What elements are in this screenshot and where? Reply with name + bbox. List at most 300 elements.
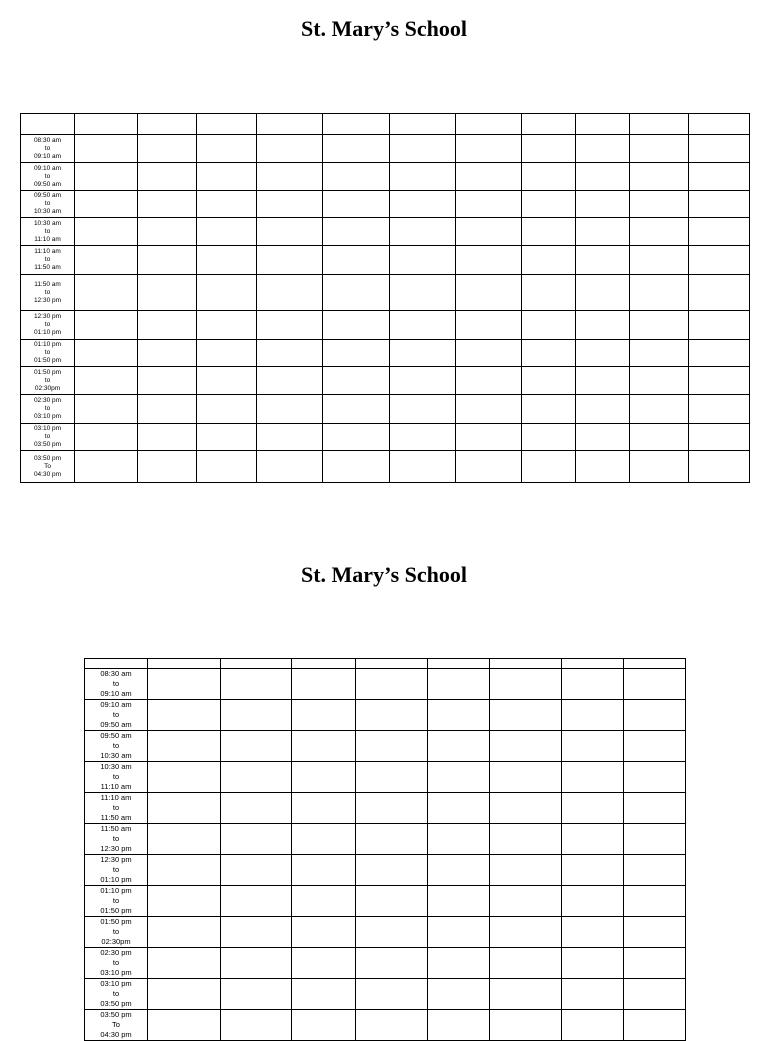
- time-slot-end: 03:10 pm: [100, 968, 132, 977]
- time-slot-sep: to: [112, 710, 120, 719]
- period-cell: [562, 700, 624, 731]
- period-cell: [630, 424, 689, 451]
- period-cell: [522, 246, 576, 275]
- header-cell: [689, 114, 750, 135]
- period-cell: [221, 1010, 292, 1041]
- table-row: [21, 191, 750, 218]
- time-slot-start: 03:10 pm: [100, 979, 132, 988]
- period-cell: [522, 451, 576, 483]
- period-cell: [522, 340, 576, 367]
- period-cell: [356, 948, 428, 979]
- time-slot-end: 12:30 pm: [100, 844, 132, 853]
- period-cell: [221, 855, 292, 886]
- period-cell: [148, 700, 221, 731]
- period-cell: [323, 340, 390, 367]
- time-slot-cell: [21, 135, 75, 163]
- period-cell: [428, 731, 490, 762]
- period-cell: [292, 948, 356, 979]
- period-cell: [562, 731, 624, 762]
- header-cell: [390, 114, 456, 135]
- time-slot-start: 02:30 pm: [33, 397, 62, 404]
- period-cell: [138, 424, 197, 451]
- table-row: [85, 1010, 686, 1041]
- table-row: [21, 135, 750, 163]
- table-row: [85, 824, 686, 855]
- time-slot-sep: to: [44, 433, 51, 440]
- time-slot-end: 12:30 pm: [33, 296, 62, 304]
- header-row: [21, 114, 750, 135]
- header-cell: [257, 114, 323, 135]
- table-row: [85, 917, 686, 948]
- period-cell: [428, 793, 490, 824]
- period-cell: [323, 424, 390, 451]
- header-cell: [292, 659, 356, 669]
- period-cell: [138, 275, 197, 311]
- period-cell: [522, 135, 576, 163]
- time-slot-cell: [21, 246, 75, 275]
- period-cell: [456, 163, 522, 191]
- period-cell: [428, 700, 490, 731]
- period-cell: [197, 218, 257, 246]
- time-slot-sep: to: [112, 865, 120, 874]
- period-cell: [576, 340, 630, 367]
- period-cell: [148, 979, 221, 1010]
- period-cell: [630, 367, 689, 395]
- period-cell: [428, 824, 490, 855]
- time-slot-sep: to: [112, 927, 120, 936]
- period-cell: [522, 311, 576, 340]
- period-cell: [148, 948, 221, 979]
- period-cell: [390, 275, 456, 311]
- period-cell: [292, 669, 356, 700]
- time-slot-cell: [21, 367, 75, 395]
- period-cell: [148, 1010, 221, 1041]
- period-cell: [356, 700, 428, 731]
- period-cell: [576, 135, 630, 163]
- period-cell: [75, 367, 138, 395]
- period-cell: [197, 246, 257, 275]
- period-cell: [257, 367, 323, 395]
- period-cell: [75, 424, 138, 451]
- period-cell: [257, 340, 323, 367]
- period-cell: [356, 886, 428, 917]
- period-cell: [630, 218, 689, 246]
- time-slot-start: 11:50 am: [34, 280, 61, 288]
- period-cell: [257, 218, 323, 246]
- time-slot-start: 10:30 am: [100, 762, 132, 771]
- period-cell: [221, 886, 292, 917]
- period-cell: [356, 855, 428, 886]
- period-cell: [576, 163, 630, 191]
- time-slot-start: 01:50 pm: [33, 368, 62, 376]
- time-slot-cell: [85, 979, 148, 1010]
- period-cell: [428, 855, 490, 886]
- period-cell: [576, 395, 630, 424]
- time-slot-sep: to: [112, 896, 120, 905]
- time-slot-sep: to: [44, 288, 51, 296]
- period-cell: [624, 669, 686, 700]
- period-cell: [689, 395, 750, 424]
- time-slot-end: 03:50 pm: [33, 441, 62, 448]
- header-cell: [576, 114, 630, 135]
- period-cell: [630, 275, 689, 311]
- period-cell: [138, 367, 197, 395]
- period-cell: [490, 824, 562, 855]
- period-cell: [148, 669, 221, 700]
- header-cell: [562, 659, 624, 669]
- period-cell: [221, 917, 292, 948]
- time-slot-sep: to: [112, 679, 120, 688]
- period-cell: [456, 424, 522, 451]
- period-cell: [257, 275, 323, 311]
- time-slot-sep: to: [112, 989, 120, 998]
- time-slot-cell: [85, 700, 148, 731]
- period-cell: [390, 395, 456, 424]
- time-slot-end: 11:10 am: [100, 782, 132, 791]
- period-cell: [624, 948, 686, 979]
- time-slot-start: 03:50 pm: [100, 1010, 132, 1019]
- period-cell: [221, 948, 292, 979]
- header-row: [85, 659, 686, 669]
- period-cell: [576, 451, 630, 483]
- table-row: [85, 979, 686, 1010]
- time-slot-cell: [21, 191, 75, 218]
- period-cell: [428, 762, 490, 793]
- period-cell: [689, 424, 750, 451]
- page-title-2: St. Mary’s School: [300, 562, 467, 587]
- period-cell: [689, 311, 750, 340]
- period-cell: [630, 311, 689, 340]
- period-cell: [630, 451, 689, 483]
- time-slot-cell: [85, 824, 148, 855]
- period-cell: [221, 700, 292, 731]
- time-slot-start: 02:30 pm: [100, 948, 132, 957]
- period-cell: [576, 218, 630, 246]
- header-cell: [630, 114, 689, 135]
- time-slot-start: 09:50 am: [100, 731, 132, 740]
- period-cell: [390, 163, 456, 191]
- period-cell: [292, 979, 356, 1010]
- period-cell: [630, 135, 689, 163]
- table-row: [85, 669, 686, 700]
- time-slot-cell: [85, 948, 148, 979]
- time-slot-end: 09:10 am: [100, 689, 132, 698]
- period-cell: [490, 669, 562, 700]
- period-cell: [630, 163, 689, 191]
- header-cell: [75, 114, 138, 135]
- period-cell: [576, 367, 630, 395]
- time-slot-sep: To: [44, 462, 51, 470]
- period-cell: [197, 395, 257, 424]
- table-row: [85, 855, 686, 886]
- period-cell: [490, 948, 562, 979]
- period-cell: [624, 855, 686, 886]
- period-cell: [490, 1010, 562, 1041]
- time-slot-start: 03:10 pm: [33, 425, 62, 432]
- time-slot-end: 09:50 am: [33, 180, 62, 188]
- period-cell: [390, 191, 456, 218]
- period-cell: [138, 218, 197, 246]
- period-cell: [138, 451, 197, 483]
- period-cell: [576, 191, 630, 218]
- time-slot-sep: to: [44, 256, 51, 263]
- time-slot-cell: [21, 275, 75, 311]
- time-slot-start: 08:30 am: [33, 136, 62, 144]
- period-cell: [490, 700, 562, 731]
- time-slot-start: 01:10 pm: [100, 886, 132, 895]
- period-cell: [197, 340, 257, 367]
- period-cell: [428, 979, 490, 1010]
- period-cell: [624, 1010, 686, 1041]
- period-cell: [624, 824, 686, 855]
- period-cell: [522, 191, 576, 218]
- period-cell: [257, 395, 323, 424]
- period-cell: [490, 793, 562, 824]
- period-cell: [75, 340, 138, 367]
- period-cell: [456, 218, 522, 246]
- period-cell: [456, 246, 522, 275]
- time-slot-cell: [85, 1010, 148, 1041]
- period-cell: [323, 163, 390, 191]
- time-slot-end: 11:50 am: [100, 813, 132, 822]
- time-slot-end: 11:10 am: [34, 235, 61, 243]
- period-cell: [456, 191, 522, 218]
- period-cell: [356, 979, 428, 1010]
- period-cell: [456, 275, 522, 311]
- period-cell: [562, 855, 624, 886]
- time-slot-cell: [21, 311, 75, 340]
- period-cell: [624, 793, 686, 824]
- period-cell: [148, 886, 221, 917]
- time-slot-end: 10:30 am: [33, 208, 62, 215]
- period-cell: [630, 395, 689, 424]
- time-slot-cell: [85, 855, 148, 886]
- period-cell: [292, 731, 356, 762]
- period-cell: [148, 793, 221, 824]
- period-cell: [138, 311, 197, 340]
- period-cell: [356, 824, 428, 855]
- period-cell: [689, 135, 750, 163]
- period-cell: [221, 762, 292, 793]
- period-cell: [221, 979, 292, 1010]
- time-slot-sep: to: [44, 405, 51, 412]
- time-slot-cell: [85, 917, 148, 948]
- period-cell: [138, 340, 197, 367]
- table-row: [21, 218, 750, 246]
- table-row: [85, 948, 686, 979]
- period-cell: [221, 731, 292, 762]
- period-cell: [148, 824, 221, 855]
- period-cell: [562, 917, 624, 948]
- period-cell: [257, 191, 323, 218]
- period-cell: [689, 275, 750, 311]
- period-cell: [562, 948, 624, 979]
- header-cell: [323, 114, 390, 135]
- period-cell: [562, 886, 624, 917]
- table-row: [85, 731, 686, 762]
- table-row: [21, 340, 750, 367]
- period-cell: [562, 824, 624, 855]
- time-slot-sep: to: [112, 772, 120, 781]
- period-cell: [624, 700, 686, 731]
- period-cell: [562, 669, 624, 700]
- header-cell: [522, 114, 576, 135]
- period-cell: [562, 762, 624, 793]
- period-cell: [323, 451, 390, 483]
- period-cell: [428, 886, 490, 917]
- period-cell: [390, 311, 456, 340]
- time-slot-cell: [21, 395, 75, 424]
- time-slot-sep: to: [44, 349, 51, 356]
- period-cell: [75, 246, 138, 275]
- period-cell: [75, 218, 138, 246]
- time-slot-sep: to: [44, 227, 51, 235]
- period-cell: [138, 191, 197, 218]
- period-cell: [490, 917, 562, 948]
- table-row: [85, 762, 686, 793]
- period-cell: [138, 395, 197, 424]
- period-cell: [356, 762, 428, 793]
- time-slot-start: 11:50 am: [100, 824, 132, 833]
- period-cell: [257, 424, 323, 451]
- period-cell: [197, 191, 257, 218]
- time-slot-cell: [21, 340, 75, 367]
- time-slot-cell: [85, 762, 148, 793]
- period-cell: [323, 275, 390, 311]
- time-slot-start: 03:50 pm: [33, 454, 62, 462]
- period-cell: [292, 886, 356, 917]
- time-slot-sep: to: [44, 376, 51, 384]
- period-cell: [75, 311, 138, 340]
- timetable-2: [84, 658, 686, 1041]
- period-cell: [356, 731, 428, 762]
- timetable-1: [20, 113, 750, 483]
- period-cell: [148, 855, 221, 886]
- table-row: [21, 367, 750, 395]
- time-slot-sep: to: [112, 834, 120, 843]
- period-cell: [75, 451, 138, 483]
- period-cell: [689, 191, 750, 218]
- period-cell: [522, 424, 576, 451]
- time-slot-start: 01:50 pm: [100, 917, 132, 926]
- table-row: [21, 395, 750, 424]
- period-cell: [356, 1010, 428, 1041]
- time-slot-end: 04:30 pm: [100, 1030, 132, 1039]
- time-slot-sep: to: [112, 741, 120, 750]
- period-cell: [390, 246, 456, 275]
- period-cell: [456, 340, 522, 367]
- time-slot-cell: [21, 163, 75, 191]
- header-cell: [21, 114, 75, 135]
- period-cell: [221, 793, 292, 824]
- period-cell: [292, 917, 356, 948]
- time-slot-sep: To: [112, 1020, 120, 1029]
- period-cell: [456, 367, 522, 395]
- period-cell: [75, 135, 138, 163]
- period-cell: [197, 451, 257, 483]
- period-cell: [630, 191, 689, 218]
- time-slot-cell: [85, 731, 148, 762]
- time-slot-sep: to: [44, 200, 51, 207]
- period-cell: [576, 424, 630, 451]
- period-cell: [323, 218, 390, 246]
- period-cell: [562, 979, 624, 1010]
- period-cell: [138, 163, 197, 191]
- table-row: [21, 275, 750, 311]
- time-slot-end: 10:30 am: [100, 751, 132, 760]
- period-cell: [390, 340, 456, 367]
- period-cell: [624, 979, 686, 1010]
- period-cell: [630, 246, 689, 275]
- period-cell: [522, 163, 576, 191]
- period-cell: [624, 886, 686, 917]
- period-cell: [75, 191, 138, 218]
- period-cell: [138, 246, 197, 275]
- period-cell: [148, 762, 221, 793]
- period-cell: [197, 135, 257, 163]
- time-slot-start: 11:10 am: [100, 793, 132, 802]
- period-cell: [356, 669, 428, 700]
- period-cell: [323, 191, 390, 218]
- table-row: [21, 451, 750, 483]
- period-cell: [323, 135, 390, 163]
- time-slot-cell: [85, 669, 148, 700]
- time-slot-end: 01:50 pm: [100, 906, 132, 915]
- time-slot-cell: [85, 793, 148, 824]
- period-cell: [197, 311, 257, 340]
- period-cell: [390, 218, 456, 246]
- header-cell: [197, 114, 257, 135]
- period-cell: [75, 275, 138, 311]
- period-cell: [138, 135, 197, 163]
- time-slot-end: 09:50 am: [100, 720, 132, 729]
- period-cell: [456, 135, 522, 163]
- time-slot-cell: [21, 424, 75, 451]
- time-slot-start: 08:30 am: [100, 669, 132, 678]
- period-cell: [148, 731, 221, 762]
- table-row: [21, 424, 750, 451]
- time-slot-start: 12:30 pm: [33, 313, 62, 320]
- period-cell: [490, 855, 562, 886]
- period-cell: [428, 1010, 490, 1041]
- period-cell: [428, 669, 490, 700]
- period-cell: [323, 395, 390, 424]
- header-cell: [148, 659, 221, 669]
- period-cell: [356, 917, 428, 948]
- period-cell: [522, 218, 576, 246]
- table-row: [21, 246, 750, 275]
- period-cell: [576, 275, 630, 311]
- period-cell: [522, 395, 576, 424]
- period-cell: [689, 451, 750, 483]
- period-cell: [522, 367, 576, 395]
- period-cell: [257, 311, 323, 340]
- page-title-1: St. Mary’s School: [300, 16, 467, 41]
- period-cell: [197, 275, 257, 311]
- time-slot-sep: to: [112, 803, 120, 812]
- time-slot-start: 12:30 pm: [100, 855, 132, 864]
- time-slot-start: 01:10 pm: [33, 341, 62, 348]
- time-slot-sep: to: [44, 321, 51, 328]
- header-cell: [490, 659, 562, 669]
- header-cell: [356, 659, 428, 669]
- period-cell: [624, 917, 686, 948]
- time-slot-start: 10:30 am: [33, 219, 62, 227]
- period-cell: [75, 395, 138, 424]
- period-cell: [456, 451, 522, 483]
- period-cell: [456, 311, 522, 340]
- period-cell: [323, 311, 390, 340]
